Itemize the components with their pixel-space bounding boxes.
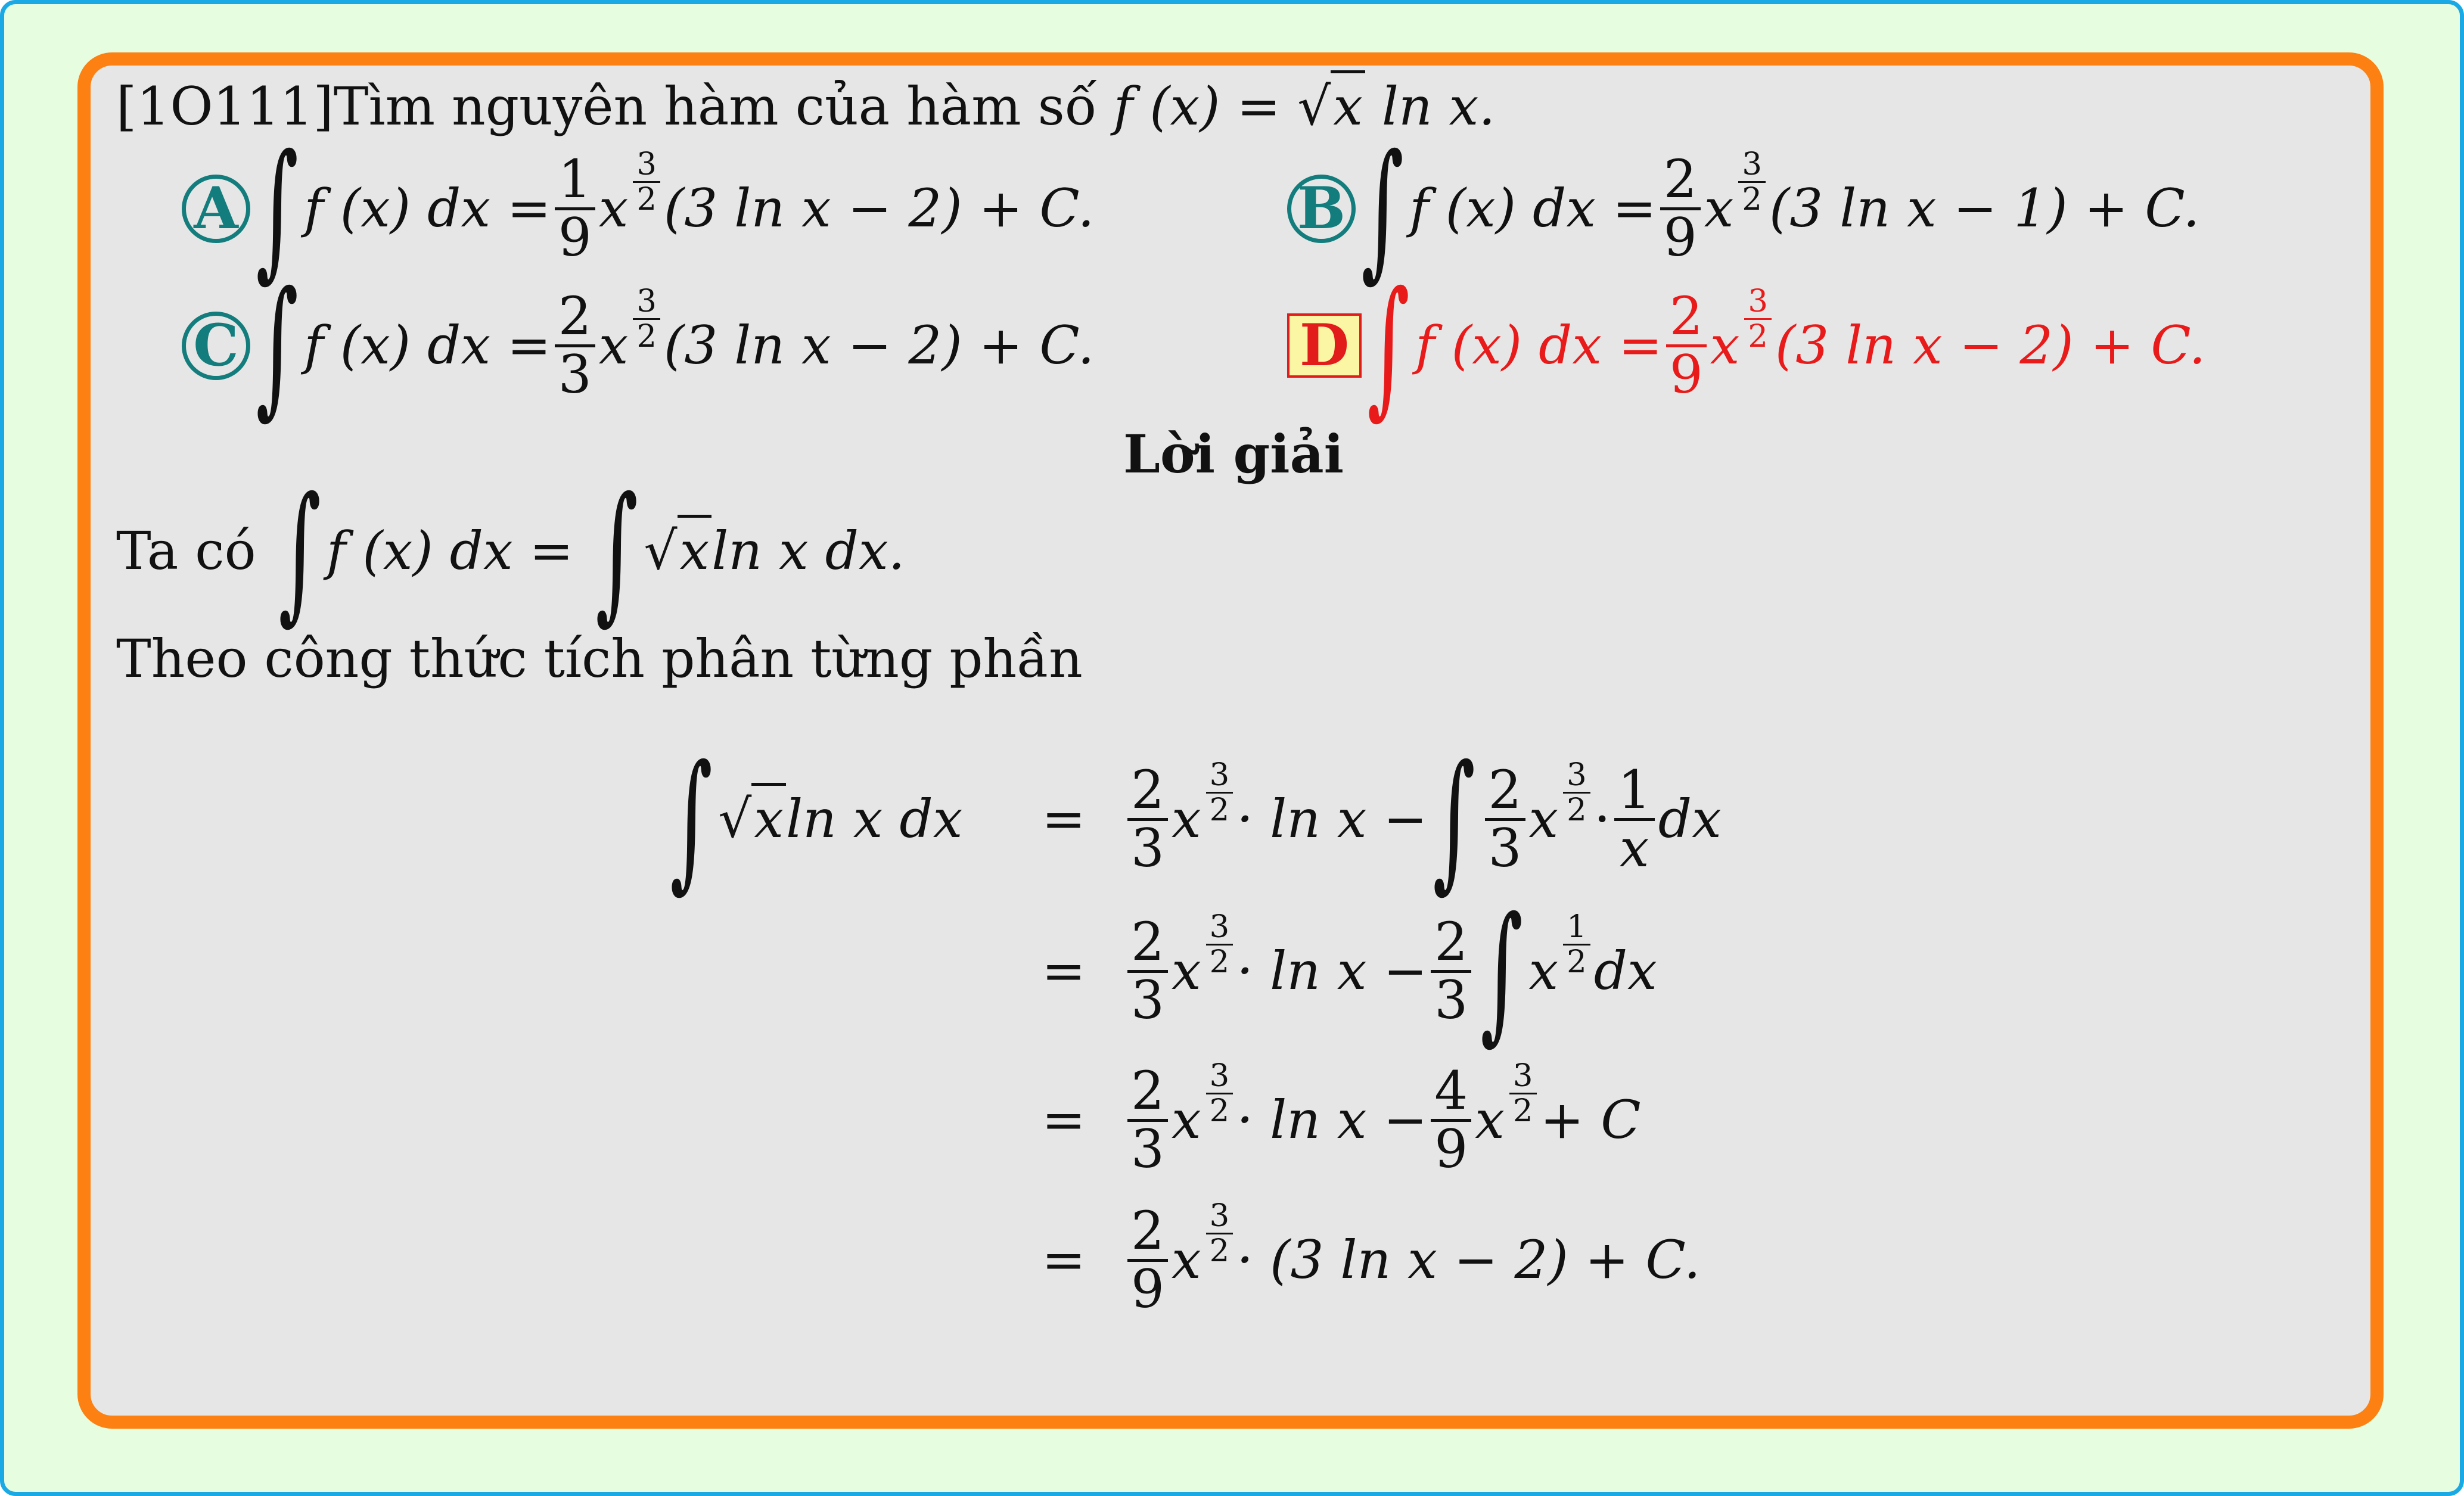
equals-sign: = bbox=[1042, 788, 1086, 850]
line1-prefix: Ta có bbox=[116, 520, 256, 581]
exponent: $\frac{3}{2}$ bbox=[1203, 758, 1237, 826]
option-d-rest: (3 ln x − 2) + C. bbox=[1775, 315, 2206, 376]
row-mid: · ln x − bbox=[1236, 940, 1428, 1002]
option-b-var: x bbox=[1704, 178, 1734, 239]
line1-sqrt: √x bbox=[644, 525, 712, 577]
dot: · bbox=[1593, 788, 1611, 850]
option-a[interactable] bbox=[182, 122, 1095, 296]
row-end: · (3 ln x − 2) + C. bbox=[1236, 1229, 1701, 1290]
derivation-row-1 bbox=[664, 732, 963, 906]
solution-heading: Lời giải bbox=[1123, 423, 1344, 485]
option-d-label[interactable]: D bbox=[1287, 313, 1362, 378]
option-c-label[interactable]: C bbox=[182, 312, 250, 380]
var-x: x bbox=[1475, 1089, 1505, 1150]
var-x: x bbox=[1171, 1089, 1201, 1150]
integral-sign: ∫ bbox=[256, 259, 299, 433]
var-x: x bbox=[1528, 788, 1559, 850]
integral-sign: ∫ bbox=[1361, 122, 1404, 296]
option-d-coef: 2 9 bbox=[1666, 289, 1707, 402]
option-a-rest: (3 ln x − 2) + C. bbox=[663, 178, 1095, 239]
equals-sign: = bbox=[1042, 940, 1086, 1002]
option-c-var: x bbox=[598, 315, 629, 376]
option-c-rest: (3 ln x − 2) + C. bbox=[663, 315, 1095, 376]
derivation-row-3 bbox=[1037, 1049, 1641, 1192]
exponent: $\frac{3}{2}$ bbox=[1203, 1059, 1237, 1127]
option-d-var: x bbox=[1710, 315, 1740, 376]
option-a-exp: $\frac{3}{2}$ bbox=[629, 148, 664, 216]
row-mid: · ln x − bbox=[1236, 1089, 1428, 1150]
question-line bbox=[116, 76, 1496, 137]
equals-sign: = bbox=[1042, 1229, 1086, 1290]
question-fx: f (x) = bbox=[1113, 76, 1281, 137]
option-b-exp: $\frac{3}{2}$ bbox=[1735, 148, 1769, 216]
derivation-row-1-rhs bbox=[1037, 732, 1722, 906]
var-x: x bbox=[1528, 940, 1559, 1002]
question-tail: ln x. bbox=[1381, 76, 1496, 137]
var-x: x bbox=[1171, 940, 1201, 1002]
line1-a: f (x) dx = bbox=[326, 520, 574, 581]
option-b-label[interactable]: B bbox=[1287, 175, 1356, 243]
option-c-coef: 2 3 bbox=[555, 289, 595, 402]
option-c-lhs: f (x) dx = bbox=[304, 315, 551, 376]
row-end: dx bbox=[1593, 940, 1657, 1002]
equals-sign: = bbox=[1042, 1089, 1086, 1150]
lhs-rest: ln x dx bbox=[785, 788, 963, 850]
question-sqrt: √x bbox=[1297, 80, 1365, 133]
option-a-coef: 1 9 bbox=[555, 152, 595, 265]
solution-line1 bbox=[116, 464, 905, 638]
option-d-exp: $\frac{3}{2}$ bbox=[1741, 285, 1775, 353]
frac: 2 3 bbox=[1127, 915, 1168, 1028]
frac: 2 3 bbox=[1127, 763, 1168, 876]
frac: 1 x bbox=[1614, 763, 1655, 876]
row-end: + C bbox=[1540, 1089, 1641, 1150]
integral-sign: ∫ bbox=[256, 122, 299, 296]
integral-sign: ∫ bbox=[278, 464, 321, 638]
option-c-exp: $\frac{3}{2}$ bbox=[629, 285, 664, 353]
option-a-var: x bbox=[598, 178, 629, 239]
option-c[interactable] bbox=[182, 259, 1095, 433]
integral-sign: ∫ bbox=[1433, 732, 1476, 906]
option-a-label[interactable]: A bbox=[182, 175, 250, 243]
derivation-row-4 bbox=[1037, 1189, 1701, 1332]
option-a-lhs: f (x) dx = bbox=[304, 178, 551, 239]
exponent: $\frac{3}{2}$ bbox=[1559, 758, 1594, 826]
row-end: dx bbox=[1658, 788, 1722, 850]
option-b-lhs: f (x) dx = bbox=[1409, 178, 1657, 239]
frac: 2 9 bbox=[1127, 1203, 1168, 1317]
exponent: $\frac{3}{2}$ bbox=[1203, 1199, 1237, 1267]
exponent: $\frac{3}{2}$ bbox=[1203, 910, 1237, 978]
question-text: Tìm nguyên hàm của hàm số bbox=[333, 76, 1097, 137]
exponent: $\frac{3}{2}$ bbox=[1506, 1059, 1540, 1127]
option-b[interactable] bbox=[1287, 122, 2200, 296]
integral-sign: ∫ bbox=[595, 464, 639, 638]
option-b-coef: 2 9 bbox=[1660, 152, 1701, 265]
solution-line2: Theo công thức tích phân từng phần bbox=[116, 628, 1083, 689]
var-x: x bbox=[1171, 788, 1201, 850]
frac: 2 3 bbox=[1127, 1063, 1168, 1177]
question-code: [1O111] bbox=[116, 76, 334, 137]
derivation-row-2 bbox=[1037, 884, 1657, 1058]
lhs-sqrt: √x bbox=[718, 793, 786, 845]
integral-sign: ∫ bbox=[670, 732, 713, 906]
option-d[interactable] bbox=[1287, 259, 2206, 433]
integral-sign: ∫ bbox=[1480, 884, 1524, 1058]
line1-b: ln x dx. bbox=[711, 520, 905, 581]
frac: 4 9 bbox=[1431, 1063, 1471, 1177]
frac: 2 3 bbox=[1485, 763, 1525, 876]
row-mid: · ln x − bbox=[1236, 788, 1428, 850]
integral-sign: ∫ bbox=[1367, 259, 1410, 433]
exponent: $\frac{1}{2}$ bbox=[1559, 910, 1594, 978]
option-d-lhs: f (x) dx = bbox=[1415, 315, 1663, 376]
option-b-rest: (3 ln x − 1) + C. bbox=[1769, 178, 2200, 239]
frac: 2 3 bbox=[1431, 915, 1471, 1028]
var-x: x bbox=[1171, 1229, 1201, 1290]
